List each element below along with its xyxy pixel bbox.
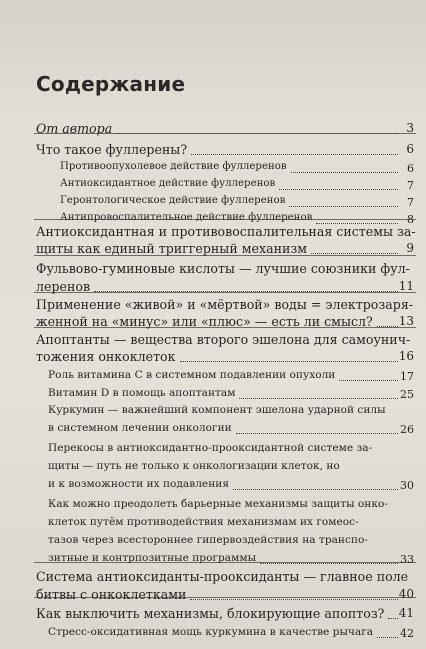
toc-page-number: 42 xyxy=(400,627,414,640)
toc-page-number: 6 xyxy=(406,142,414,156)
toc-entry-text: Как выключить механизмы, блокирующие апоптоз? xyxy=(36,606,385,621)
toc-page-number: 25 xyxy=(400,388,414,401)
section-divider xyxy=(34,292,416,293)
toc-page-number: 13 xyxy=(398,314,414,328)
dot-leader xyxy=(239,397,398,399)
toc-page-number: 9 xyxy=(406,241,414,255)
toc-page-number: 11 xyxy=(398,279,414,293)
toc-entry-text: щиты как единый триггерный механизм xyxy=(36,241,308,256)
dot-leader xyxy=(191,153,398,155)
toc-page-number: 3 xyxy=(406,121,414,135)
toc-entry-text: Что такое фуллерены? xyxy=(36,142,188,157)
toc-entry-text: Витамин D в помощь апоптантам xyxy=(48,387,236,399)
dot-leader xyxy=(190,598,398,600)
toc-entry-text: клеток путём противодействия механизмам их гомеос- xyxy=(48,516,359,528)
dot-leader xyxy=(377,636,398,638)
toc-entry-text: Антиоксидантное действие фуллеренов xyxy=(60,178,276,189)
page-title: Содержание xyxy=(36,72,186,96)
toc-page-number: 6 xyxy=(407,162,414,175)
toc-entry-text: и к возможности их подавления xyxy=(48,478,230,490)
toc-entry-text: Как можно преодолеть барьерные механизмы защиты онко- xyxy=(48,498,388,510)
toc-entry-text: в системном лечении онкологии xyxy=(48,422,232,434)
dot-leader xyxy=(94,290,398,292)
dot-leader xyxy=(291,171,398,173)
toc-page-number: 30 xyxy=(400,479,414,492)
toc-entry-text: Фульвово-гуминовые кислоты — лучшие союзники фул- xyxy=(36,261,410,276)
toc-entry-text: Антипровоспалительное действие фуллеренов xyxy=(60,212,313,223)
toc-entry-text: женной на «минус» или «плюс» — есть ли смысл? xyxy=(36,314,373,329)
toc-page-number: 26 xyxy=(400,423,414,436)
toc-entry-text: Стресс-оксидативная мощь куркумина в качестве рычага xyxy=(48,626,374,638)
toc-page-number: 7 xyxy=(407,179,414,192)
toc-entry-text: Куркумин — важнейший компонент эшелона ударной силы xyxy=(48,404,386,416)
toc-page-number: 7 xyxy=(407,196,414,209)
toc-entry-text: тазов через всестороннее гипервоздействия на транспо- xyxy=(48,534,368,546)
toc-entry-text: Апоптанты — вещества второго эшелона для самоунич- xyxy=(36,332,411,347)
toc-entry-text: От автора xyxy=(36,121,113,136)
toc-entry-text: Антиоксидантная и противовоспалительная системы за- xyxy=(36,224,416,239)
dot-leader xyxy=(311,252,398,254)
dot-leader xyxy=(289,205,398,207)
toc-page-number: 41 xyxy=(398,606,414,620)
toc-entry-text: битвы с онкоклетками xyxy=(36,587,187,602)
dot-leader xyxy=(377,325,398,327)
dot-leader xyxy=(236,432,398,434)
toc-page-number: 17 xyxy=(400,370,414,383)
toc-entry-text: Роль витамина С в системном подавлении опухоли xyxy=(48,369,336,381)
toc-page-number: 33 xyxy=(400,553,414,566)
toc-page-number: 40 xyxy=(398,587,414,601)
dot-leader xyxy=(260,562,398,564)
toc-entry-text: Перекосы в антиоксидантно-прооксидантной системе за- xyxy=(48,442,373,454)
dot-leader xyxy=(116,132,398,134)
dot-leader xyxy=(233,488,398,490)
dot-leader xyxy=(339,379,398,381)
dot-leader xyxy=(279,188,398,190)
toc-page-number: 8 xyxy=(407,213,414,226)
toc-entry-text: тожения онкоклеток xyxy=(36,349,176,364)
toc-entry-text: Противоопухолевое действие фуллеренов xyxy=(60,161,287,172)
toc-entry-text: Геронтологическое действие фуллеренов xyxy=(60,195,286,206)
toc-entry-text: щиты — путь не только к онкологизации клеток, но xyxy=(48,460,340,472)
dot-leader xyxy=(388,617,398,619)
dot-leader xyxy=(180,360,399,362)
toc-entry-text: Система антиоксиданты-прооксиданты — главное поле xyxy=(36,569,409,584)
toc-entry-text: зитные и контрпозитные программы xyxy=(48,552,257,564)
toc-entry-text: Применение «живой» и «мёртвой» воды = электрозаря- xyxy=(36,297,414,312)
toc-page-number: 16 xyxy=(398,349,414,363)
toc-entry-text: леренов xyxy=(36,279,91,294)
